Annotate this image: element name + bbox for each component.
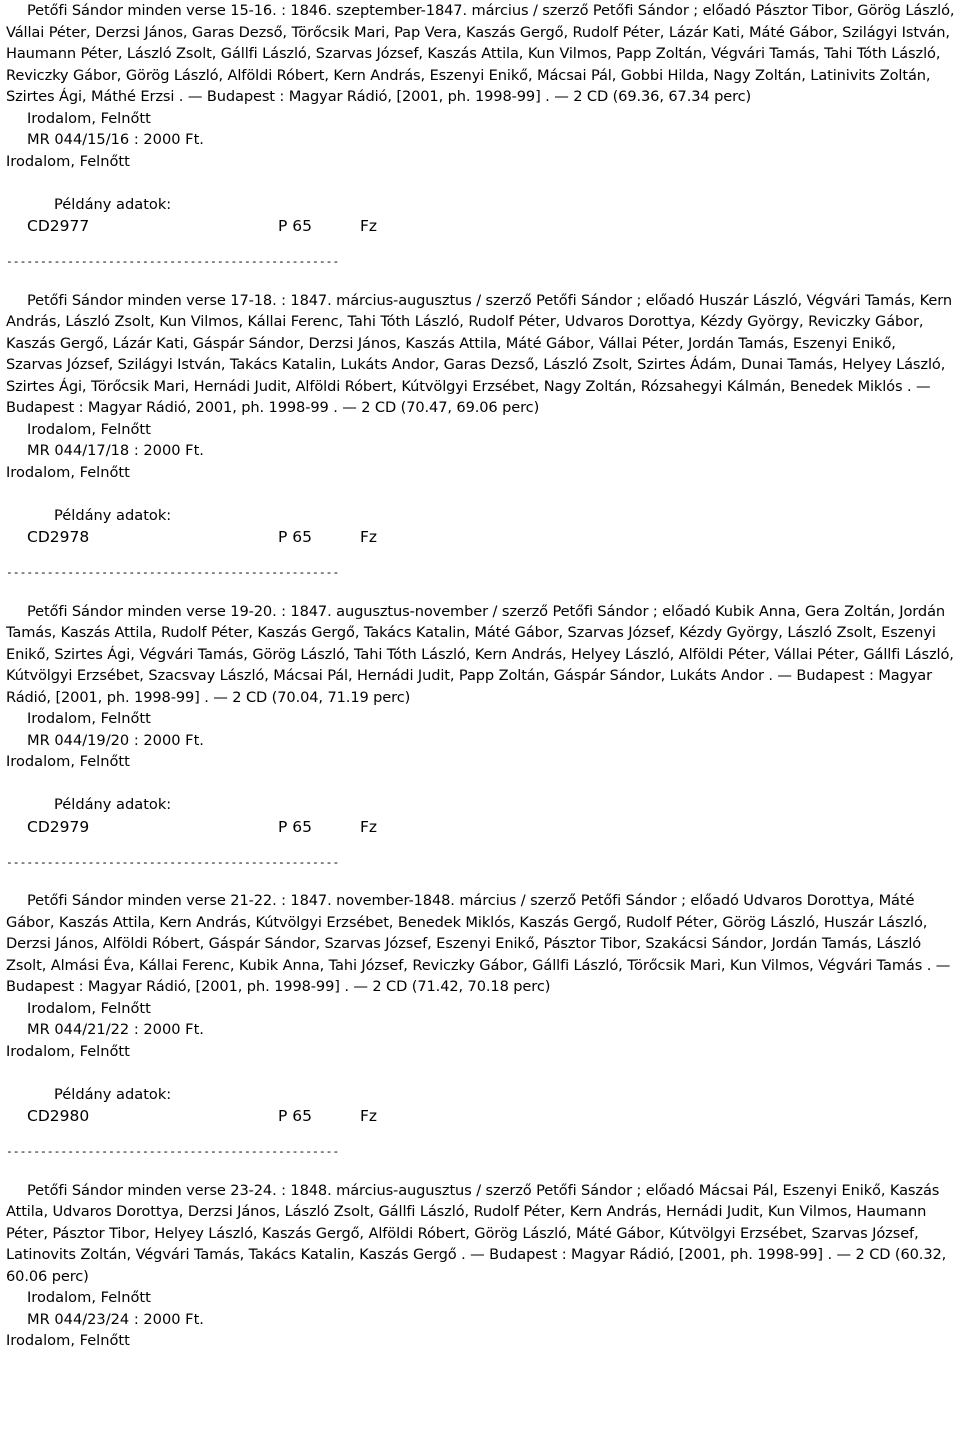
- call-number: MR 044/21/22 : 2000 Ft.: [27, 1021, 204, 1038]
- catalog-entry: [6, 1180, 956, 1352]
- copy-row: [6, 215, 956, 237]
- separator-line: -------------------------------------------------: [6, 566, 340, 579]
- catalog-entry: [6, 601, 956, 874]
- copy-id: CD2980: [27, 1107, 90, 1125]
- copy-block: [6, 773, 956, 874]
- copy-data-label: Példány adatok:: [54, 506, 172, 524]
- entry-description: Petőfi Sándor minden verse 15-16. : 1846. szeptember-1847. március / szerző Petőfi Sándor ; előadó Pásztor Tibor, Görög László, Vállai Péter, Derzsi János, Garas Dezső, Törőcsik Mari, Pap Vera, Kaszás Gergő, Rudolf Péter, Lázár Kati, Máté Gábor, Szilágyi István, Haumann Péter, László Zsolt, Gállfi László, Szarvas József, Kaszás Attila, Kun Vilmos, Papp Zoltán, Végvári Tamás, Tahi Tóth László, Reviczky Gábor, Görög László, Alföldi Róbert, Kern András, Eszenyi Enikő, Mácsai Pál, Gobbi Hilda, Nagy Zoltán, Latinivits Zoltán, Szirtes Ági, Máthé Erzsi . — Budapest : Magyar Rádió, [2001, ph. 1998-99] . — 2 CD (69.36, 67.34 perc): [6, 2, 955, 105]
- subject-label: Irodalom, Felnőtt: [6, 152, 130, 170]
- call-number: MR 044/23/24 : 2000 Ft.: [27, 1310, 204, 1328]
- entry-description: Petőfi Sándor minden verse 17-18. : 1847. március-augusztus / szerző Petőfi Sándor ; előadó Huszár László, Végvári Tamás, Kern András, László Zsolt, Kun Vilmos, Kállai Ferenc, Tahi Tóth László, Rudolf Péter, Udvaros Dorottya, Kézdy György, Reviczky Gábor, Kaszás Gergő, Lázár Kati, Gáspár Sándor, Derzsi János, Kaszás Attila, Máté Gábor, Vállai Péter, Jordán Tamás, Eszenyi Enikő, Szarvas József, Szilágyi István, Takács Katalin, Lukáts Andor, Garas Dezső, László Zsolt, Szirtes Ádám, Dunai Tamás, Helyey László, Szirtes Ági, Törőcsik Mari, Hernádi Judit, Alföldi Róbert, Kútvölgyi Erzsébet, Nagy Zoltán, Rózsahegyi Kálmán, Benedek Miklós . — Budapest : Magyar Rádió, 2001, ph. 1998-99 . — 2 CD (70.47, 69.06 perc): [6, 291, 952, 416]
- spacer: [6, 483, 956, 505]
- entry-description: Petőfi Sándor minden verse 21-22. : 1847. november-1848. március / szerző Petőfi Sándor ; előadó Udvaros Dorottya, Máté Gábor, Kaszás Attila, Kern András, Kútvölgyi Erzsébet, Benedek Miklós, Kaszás Gergő, Rudolf Péter, Görög László, Huszár László, Derzsi János, Alföldi Róbert, Gáspár Sándor, Szarvas József, Eszenyi Enikő, Pásztor Tibor, Szakácsi Sándor, Jordán Tamás, László Zsolt, Almási Éva, Kállai Ferenc, Kubik Anna, Tahi József, Reviczky Gábor, Gállfi László, Törőcsik Mari, Kun Vilmos, Végvári Tamás . — Budapest : Magyar Rádió, [2001, ph. 1998-99] . — 2 CD (71.42, 70.18 perc): [6, 892, 951, 995]
- copy-block: [6, 172, 956, 273]
- copy-code: Fz: [360, 528, 378, 546]
- call-number: MR 044/15/16 : 2000 Ft.: [27, 131, 204, 148]
- copy-location: P 65: [278, 217, 312, 235]
- subject-label-indented: Irodalom, Felnőtt: [27, 710, 151, 727]
- copy-code: Fz: [360, 217, 378, 235]
- subject-label: Irodalom, Felnőtt: [6, 1042, 130, 1060]
- copy-id: CD2979: [27, 817, 90, 836]
- separator-line: -------------------------------------------------: [6, 855, 340, 869]
- copy-data-label: Példány adatok:: [54, 195, 172, 213]
- copy-row: [6, 526, 956, 548]
- spacer: [6, 1062, 956, 1084]
- subject-label: Irodalom, Felnőtt: [6, 463, 130, 481]
- copy-row: [6, 1105, 956, 1127]
- catalog-entry: [6, 290, 956, 584]
- copy-data-label: Példány adatok:: [54, 1085, 172, 1103]
- copy-data-label: Példány adatok:: [54, 796, 172, 813]
- spacer: [6, 172, 956, 194]
- entry-description: Petőfi Sándor minden verse 19-20. : 1847. augusztus-november / szerző Petőfi Sándor ; előadó Kubik Anna, Gera Zoltán, Jordán Tamás, Kaszás Attila, Rudolf Péter, Kaszás Gergő, Takács Katalin, Máté Gábor, Szarvas József, Kézdy György, László Zsolt, Eszenyi Enikő, Szirtes Ági, Végvári Tamás, Görög László, Tahi Tóth László, Kern András, Helyey László, Alföldi Péter, Vállai Péter, Gállfi László, Kútvölgyi Erzsébet, Szacsvay László, Mácsai Pál, Hernádi Judit, Papp Zoltán, Gáspár Sándor, Lukáts Andor . — Budapest : Magyar Rádió, [2001, ph. 1998-99] . — 2 CD (70.04, 71.19 perc): [6, 602, 954, 706]
- subject-label-indented: Irodalom, Felnőtt: [27, 109, 151, 127]
- subject-label-indented: Irodalom, Felnőtt: [27, 999, 151, 1017]
- entry-description: Petőfi Sándor minden verse 23-24. : 1848. március-augusztus / szerző Petőfi Sándor ; előadó Mácsai Pál, Eszenyi Enikő, Kaszás Attila, Udvaros Dorottya, Derzsi János, László Zsolt, Gállfi László, Rudolf Péter, Kern András, Hernádi Judit, Kun Vilmos, Haumann Péter, Pásztor Tibor, Helyey László, Kaszás Gergő, Alföldi Róbert, Görög László, Máté Gábor, Kútvölgyi Erzsébet, Szarvas József, Latinovits Zoltán, Végvári Tamás, Takács Katalin, Kaszás Gergő . — Budapest : Magyar Rádió, [2001, ph. 1998-99] . — 2 CD (60.32, 60.06 perc): [6, 1181, 947, 1285]
- subject-label: Irodalom, Felnőtt: [6, 753, 130, 770]
- copy-location: P 65: [278, 1107, 312, 1125]
- copy-block: [6, 1062, 956, 1163]
- copy-id: CD2977: [27, 217, 90, 235]
- copy-code: Fz: [360, 1107, 378, 1125]
- copy-id: CD2978: [27, 528, 90, 546]
- separator-line: -------------------------------------------------: [6, 255, 340, 268]
- catalog-entry: [6, 0, 956, 273]
- copy-row: [6, 816, 956, 838]
- call-number: MR 044/19/20 : 2000 Ft.: [27, 731, 204, 749]
- catalog-list: [6, 0, 956, 1352]
- subject-label-indented: Irodalom, Felnőtt: [27, 420, 151, 438]
- subject-label-indented: Irodalom, Felnőtt: [27, 1289, 151, 1306]
- copy-code: Fz: [360, 817, 378, 836]
- call-number: MR 044/17/18 : 2000 Ft.: [27, 442, 204, 459]
- copy-block: [6, 483, 956, 584]
- subject-label: Irodalom, Felnőtt: [6, 1332, 130, 1349]
- catalog-entry: [6, 890, 956, 1163]
- spacer: [6, 773, 956, 795]
- copy-location: P 65: [278, 528, 312, 546]
- copy-location: P 65: [278, 817, 312, 836]
- separator-line: -------------------------------------------------: [6, 1145, 340, 1158]
